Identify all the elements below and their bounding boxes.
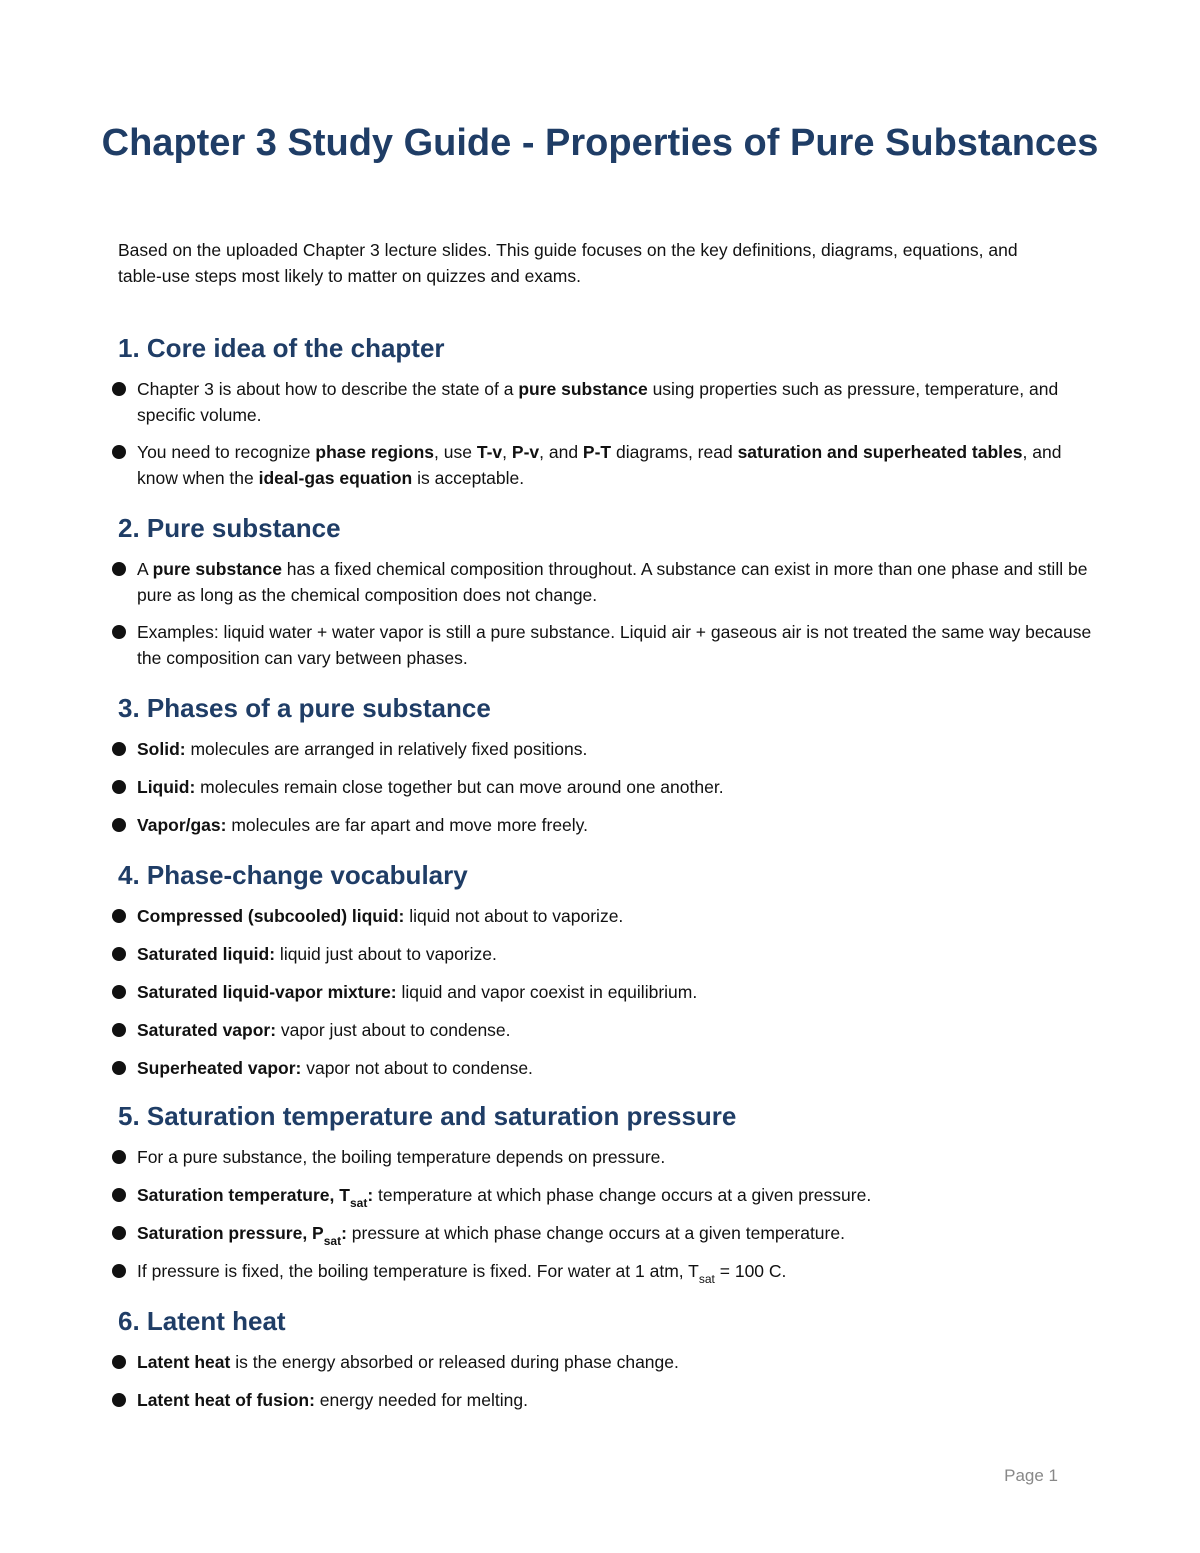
bullet-icon — [112, 1061, 126, 1075]
section-phase-change-vocabulary — [118, 858, 1098, 1081]
list-item: Liquid: molecules remain close together but can move around one another. — [118, 774, 1098, 800]
list-item: Saturated vapor: vapor just about to condense. — [118, 1017, 1098, 1043]
section-pure-substance — [118, 511, 1098, 671]
bullet-icon — [112, 1188, 126, 1202]
list-item: Saturation pressure, $P_{sat}$: pressure at which phase change occurs at a given temperature. — [118, 1220, 1098, 1246]
list-item: Examples: liquid water + water vapor is still a pure substance. Liquid air + gaseous air is not treated the same way because the composition can vary between phases. — [118, 619, 1098, 671]
section-heading: 5. Saturation temperature and saturation pressure — [118, 1101, 737, 1131]
page-title: Chapter 3 Study Guide - Properties of Pure Substances — [101, 122, 1099, 164]
bullet-icon — [112, 562, 126, 576]
list-item: Solid: molecules are arranged in relatively fixed positions. — [118, 736, 1098, 762]
section-heading: 1. Core idea of the chapter — [118, 333, 445, 363]
list-item: Compressed (subcooled) liquid: liquid not about to vaporize. — [118, 903, 1098, 929]
bullet-icon — [112, 818, 126, 832]
section-phases — [118, 691, 1098, 838]
bullet-icon — [112, 1150, 126, 1164]
bullet-icon — [112, 445, 126, 459]
section-core-idea — [118, 331, 1098, 491]
bullet-icon — [112, 947, 126, 961]
bullet-icon — [112, 625, 126, 639]
section-heading: 2. Pure substance — [118, 513, 341, 543]
intro-paragraph: Based on the uploaded Chapter 3 lecture slides. This guide focuses on the key definitions, diagrams, equations, and table-use steps most likely to matter on quizzes and exams. — [118, 240, 1018, 286]
page-number: Page 1 — [1004, 1466, 1058, 1485]
section-heading: 4. Phase-change vocabulary — [118, 860, 468, 890]
bullet-icon — [112, 985, 126, 999]
bullet-icon — [112, 742, 126, 756]
list-item: Latent heat of fusion: energy needed for melting. — [118, 1387, 1098, 1413]
bullet-list — [118, 376, 1098, 491]
list-item: Chapter 3 is about how to describe the state of a pure substance using properties such as pressure, temperature, and specific volume. — [118, 376, 1098, 428]
bullet-icon — [112, 909, 126, 923]
bullet-list — [118, 1144, 1098, 1284]
list-item: Saturated liquid-vapor mixture: liquid and vapor coexist in equilibrium. — [118, 979, 1098, 1005]
list-item: Superheated vapor: vapor not about to condense. — [118, 1055, 1098, 1081]
section-latent-heat — [118, 1304, 1098, 1413]
bullet-icon — [112, 382, 126, 396]
list-item: A pure substance has a fixed chemical composition throughout. A substance can exist in more than one phase and still be pure as long as the chemical composition does not change. — [118, 556, 1098, 608]
bullet-list — [118, 1349, 1098, 1413]
section-heading: 3. Phases of a pure substance — [118, 693, 491, 723]
bullet-icon — [112, 1393, 126, 1407]
list-item: Saturated liquid: liquid just about to vaporize. — [118, 941, 1098, 967]
list-item: If pressure is fixed, the boiling temperature is fixed. For water at 1 atm, $T_{sat} = 100$ C. — [118, 1258, 1098, 1284]
bullet-list — [118, 736, 1098, 838]
bullet-icon — [112, 1264, 126, 1278]
bullet-list — [118, 556, 1098, 671]
section-saturation — [118, 1099, 1098, 1284]
bullet-icon — [112, 1226, 126, 1240]
bullet-icon — [112, 780, 126, 794]
list-item: You need to recognize phase regions, use T-v, P-v, and P-T diagrams, read saturation and superheated tables, and know when the ideal-gas equation is acceptable. — [118, 439, 1098, 491]
list-item: Latent heat is the energy absorbed or released during phase change. — [118, 1349, 1098, 1375]
list-item: For a pure substance, the boiling temperature depends on pressure. — [118, 1144, 1098, 1170]
bullet-icon — [112, 1023, 126, 1037]
bullet-icon — [112, 1355, 126, 1369]
list-item: Saturation temperature, $T_{sat}$: temperature at which phase change occurs at a given pressure. — [118, 1182, 1098, 1208]
bullet-list — [118, 903, 1098, 1081]
list-item: Vapor/gas: molecules are far apart and move more freely. — [118, 812, 1098, 838]
section-heading: 6. Latent heat — [118, 1306, 286, 1336]
